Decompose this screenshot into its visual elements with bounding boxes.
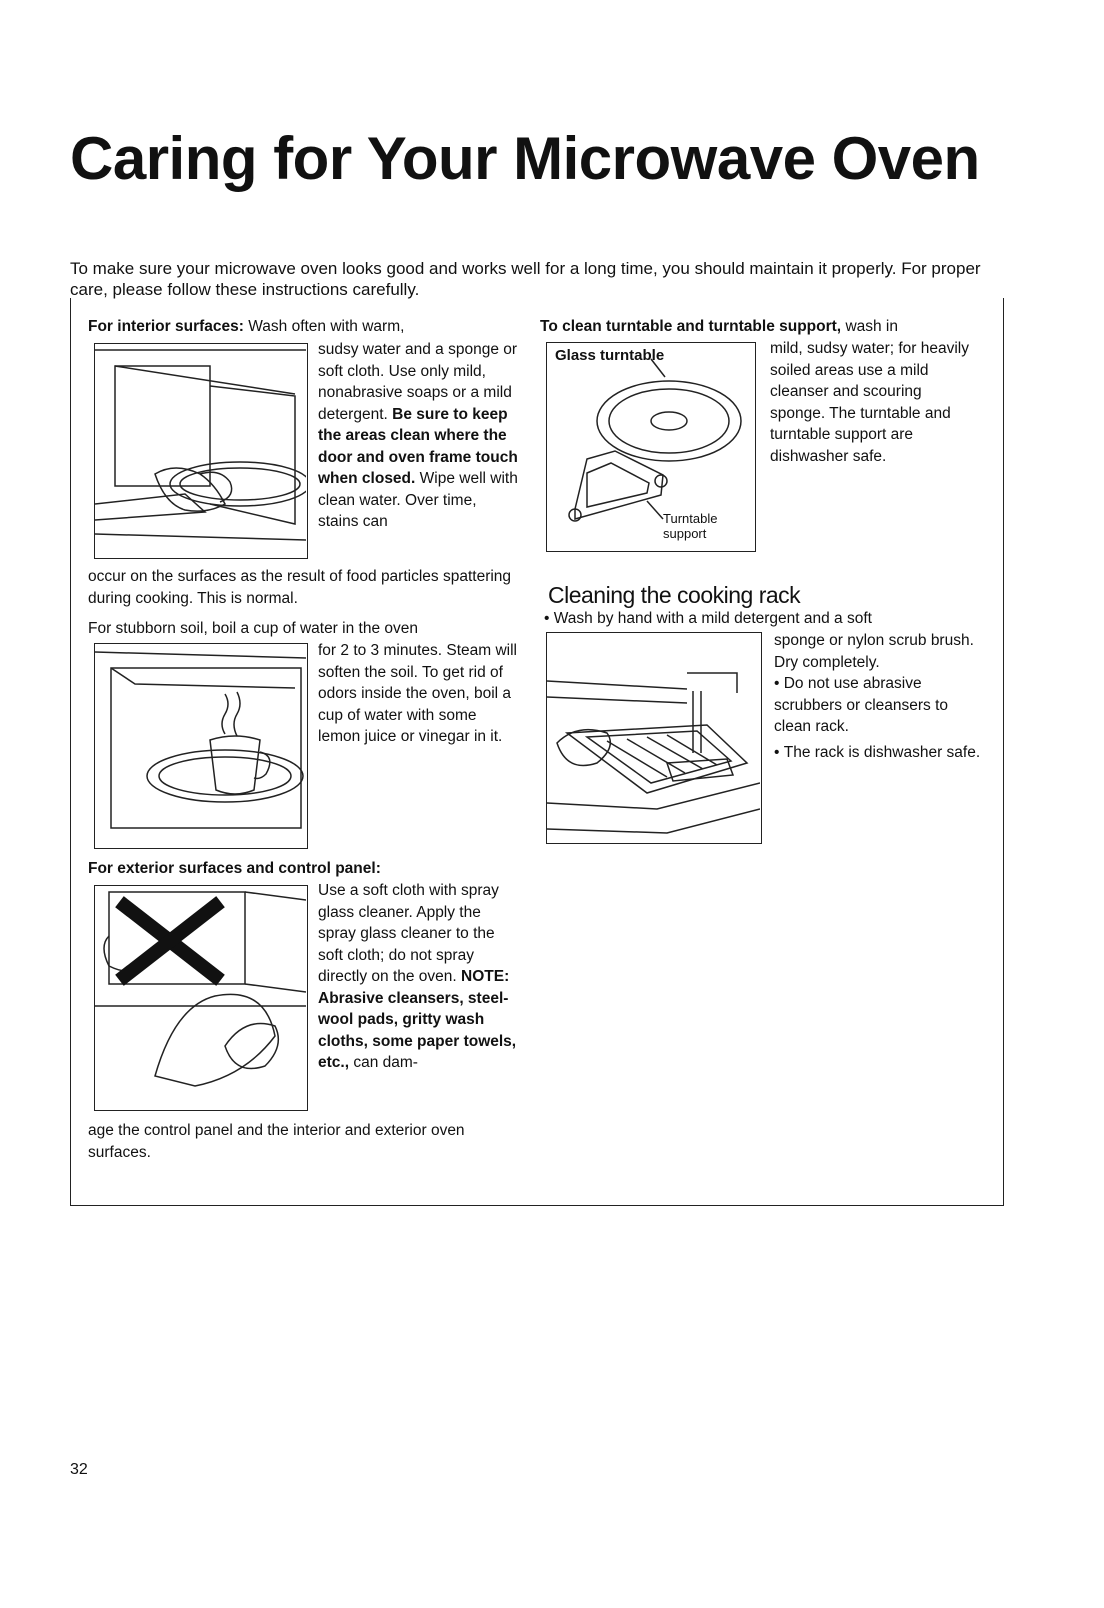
interior-lead: For interior surfaces: [88,318,244,335]
turntable-illustration [546,342,756,552]
page-number: 32 [70,1461,88,1478]
turntable-lead-line [540,316,980,338]
rack-bullet-1b: sponge or nylon scrub brush. Dry completely. [774,632,974,671]
page-title: Caring for Your Microwave Oven [70,125,980,192]
rack-text-column [774,630,984,763]
turntable-support-label [663,511,717,541]
steam-cup-illustration [94,643,308,849]
glass-turntable-label: Glass turntable [555,347,665,364]
rack-bullet-1a: • Wash by hand with a mild detergent and a soft [544,608,984,630]
interior-text-2: sudsy water and a sponge or soft cloth. Use only mild, nonabrasive soaps or a mild detergent. [318,341,518,423]
exterior-lead-line [88,858,518,880]
stubborn-soil-lead: For stubborn soil, boil a cup of water in the oven [88,620,418,637]
exterior-text-1: Use a soft cloth with spray glass cleaner. Apply the spray glass cleaner to the soft cloth; do not spray directly on the oven. [318,882,499,985]
turntable-lead: To clean turntable and turntable support, [540,318,842,335]
stubborn-soil-text: for 2 to 3 minutes. Steam will soften the soil. To get rid of odors inside the oven, boil a cup of water with some lemon juice or vinegar in it. [318,642,517,745]
exterior-note-text-2: age the control panel and the interior and exterior oven surfaces. [88,1122,465,1161]
interior-wipe-illustration [94,343,308,559]
exterior-note-bold: NOTE: Abrasive cleansers, steel-wool pads, gritty wash cloths, some paper towels, etc., [318,968,517,1071]
rack-bullet-2: • Do not use abrasive scrubbers or cleansers to clean rack. [774,673,984,738]
exterior-text-column [318,880,518,1074]
interior-lead-line [88,316,518,338]
intro-paragraph: To make sure your microwave oven looks good and works well for a long time, you should maintain it properly. For proper care, please follow these instructions carefully. [70,259,981,299]
interior-bold-warning: Be sure to keep the areas clean where the door and oven frame touch when closed. [318,405,518,487]
exterior-note-text-1: can dam- [353,1054,418,1071]
rack-bullet-3: • The rack is dishwasher safe. [774,742,984,764]
interior-text-4: occur on the surfaces as the result of food particles spattering during cooking. This is normal. [88,568,512,607]
rack-heading: Cleaning the cooking rack [548,582,801,608]
turntable-text-1: wash in [845,318,898,335]
rack-cleaning-illustration [546,632,762,844]
turntable-text-2: mild, sudsy water; for heavily soiled areas use a mild cleanser and scouring sponge. The turntable and turntable support are dishwasher safe. [770,340,969,465]
interior-text-1: Wash often with warm, [248,318,405,335]
interior-text-3: Wipe well with clean water. Over time, stains can [318,470,518,530]
turntable-support-label-1: Turntable [663,511,718,526]
turntable-support-label-2: support [663,526,707,541]
rack-bullet-1-line [544,608,984,630]
interior-text-column [318,339,518,533]
exterior-cleaning-illustration [94,885,308,1111]
exterior-lead: For exterior surfaces and control panel: [88,860,381,877]
